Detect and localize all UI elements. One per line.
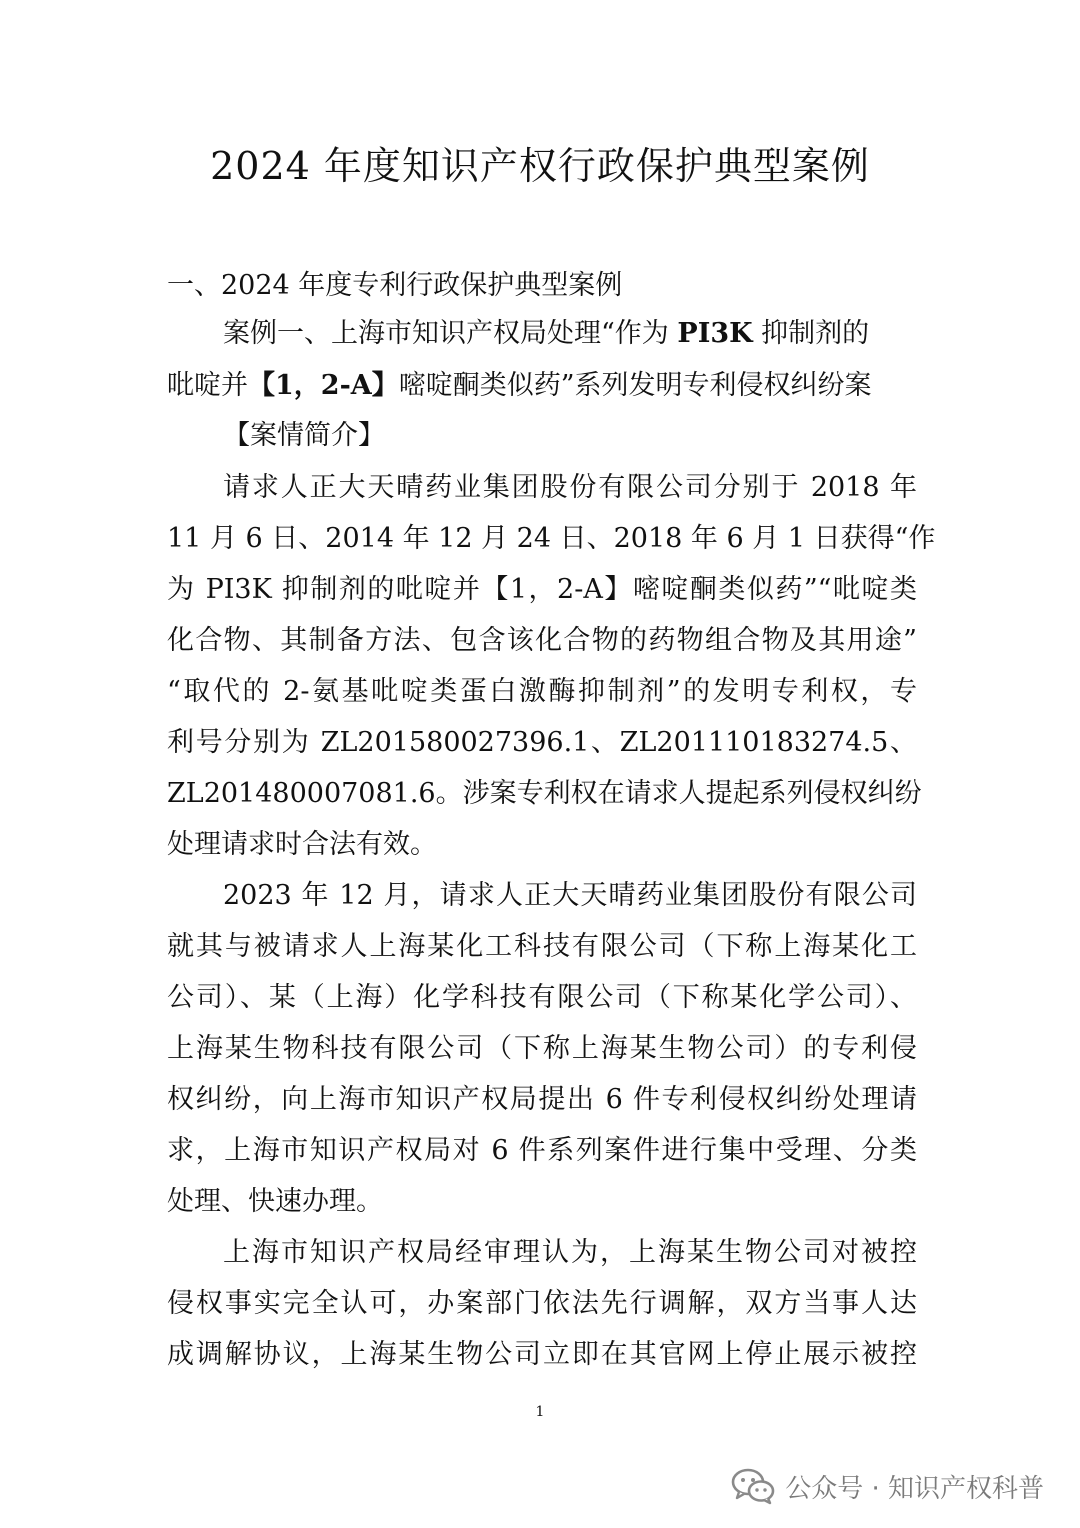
case-heading-line-2 [167,366,917,406]
case-heading-text: 抑制剂的 [752,318,870,349]
paragraph-line: 权纠纷，向上海市知识产权局提出 6 件专利侵权纠纷处理请 [167,1084,917,1115]
paragraph-line: “取代的 2-氨基吡啶类蛋白激酶抑制剂”的发明专利权，专 [167,676,917,707]
paragraph-line: 处理、快速办理。 [167,1186,383,1217]
paragraph-line: 求，上海市知识产权局对 6 件系列案件进行集中受理、分类 [167,1135,917,1166]
case-heading-text: 案例一、上海市知识产权局处理“作为 [223,318,678,349]
paragraph-line: 化合物、其制备方法、包含该化合物的药物组合物及其用途” [167,625,917,656]
wechat-icon [731,1467,775,1505]
case-heading-text: 吡啶并 [167,370,248,401]
paragraph-line: ZL201480007081.6。涉案专利权在请求人提起系列侵权纠纷 [167,778,922,809]
paragraph-line: 上海某生物科技有限公司（下称上海某生物公司）的专利侵 [167,1033,917,1064]
paragraph-line: 公司）、某（上海）化学科技有限公司（下称某化学公司）、 [167,982,917,1013]
paragraph-line: 为 PI3K 抑制剂的吡啶并【1，2-A】嘧啶酮类似药”“吡啶类 [167,574,917,605]
paragraph-line: 利号分别为 ZL201580027396.1、ZL201110183274.5、 [167,727,917,758]
paragraph-line: 2023 年 12 月，请求人正大天晴药业集团股份有限公司 [223,880,917,911]
document-title: 2024 年度知识产权行政保护典型案例 [210,144,870,188]
watermark [731,1462,1044,1510]
case-heading-text: 嘧啶酮类似药”系列发明专利侵权纠纷案 [398,370,872,401]
section-heading: 一、2024 年度专利行政保护典型案例 [167,270,623,301]
page-number: 1 [535,1404,545,1420]
case-heading-bold-text: 【1，2-A】 [248,370,399,401]
case-summary-subheading: 【案情简介】 [223,420,385,451]
paragraph-line: 侵权事实完全认可，办案部门依法先行调解，双方当事人达 [167,1288,917,1319]
paragraph-line: 就其与被请求人上海某化工科技有限公司（下称上海某化工 [167,931,917,962]
paragraph-line: 11 月 6 日、2014 年 12 月 24 日、2018 年 6 月 1 日获得“作 [167,523,936,554]
paragraph-line: 成调解协议，上海某生物公司立即在其官网上停止展示被控 [167,1339,917,1370]
paragraph-line: 上海市知识产权局经审理认为，上海某生物公司对被控 [223,1237,917,1268]
paragraph-line: 处理请求时合法有效。 [167,829,437,860]
paragraph-line: 请求人正大天晴药业集团股份有限公司分别于 2018 年 [223,472,917,503]
case-heading-bold-text: PI3K [677,318,753,349]
case-heading-line-1 [167,314,917,354]
watermark-text: 公众号 · 知识产权科普 [785,1473,1044,1504]
